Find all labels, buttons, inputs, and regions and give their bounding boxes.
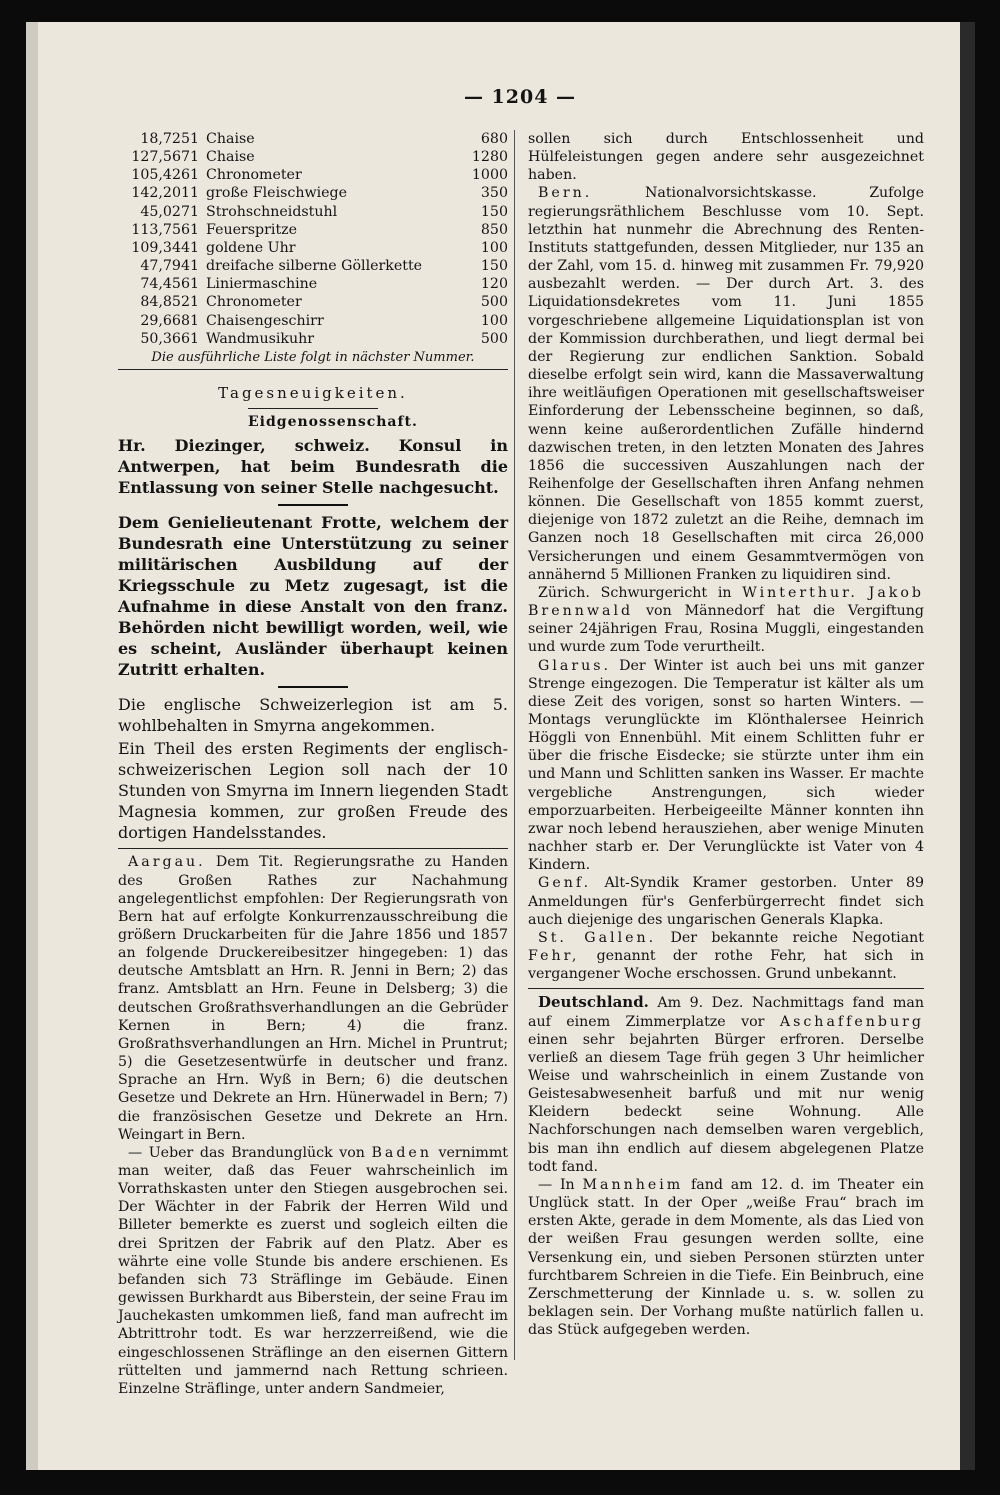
lot-number: 84,852 (140, 294, 190, 311)
lot-quantity: 1 (190, 149, 200, 166)
list-note: Die ausführliche Liste folgt in nächster Nummer. (118, 349, 508, 370)
article-genf (528, 874, 924, 928)
lot-row (118, 130, 508, 148)
article-glarus (528, 657, 924, 875)
lot-number: 45,027 (140, 203, 190, 220)
article-deutschland-text: einen sehr bejahrten Bürger erfroren. Derselbe verließ an diesem Tage früh gegen 3 Uhr heimlicher Weise und wahrscheinlich in einem Zustande von Geistesabwesenheit barfuß und mit nur wenig Kleidern bedeckt seine Wohnung. Alle Nachforschungen nach demselben waren vergeblich, bis man ihn endlich auf diesem abgelegenen Platze todt fand. (528, 1031, 924, 1175)
lot-quantity: 1 (190, 276, 200, 293)
page-binding (26, 22, 38, 1470)
article-stgallen-a: Der bekannte reiche Negotiant (670, 929, 925, 946)
place-genf: Genf. (538, 875, 592, 892)
lot-row (118, 257, 508, 275)
lot-quantity: 1 (190, 167, 200, 184)
article-aargau-text: Dem Tit. Regierungsrathe zu Handen des Großen Rathes zur Nachahmung angelegentlichst empfohlen: Der Regierungsrath von Bern hat auf erfolgte Konkurrenzausschreibung die größern Druckarbeiten für die Jahre 1856 und 1857 an folgende Druckereibesitzer hingegeben: 1) das deutsche Amtsblatt an Hrn. R. Jenni in Bern; 2) das franz. Amtsblatt an Hrn. Feune in Delsberg; 3) die deutschen Großrathsverhandlungen an die Gebrüder Kernen in Bern; 4) die franz. Großrathsverhandlungen an Hrn. Michel in Pruntrut; 5) die Gesetzesentwürfe in deutscher und franz. Sprache an Hrn. Wyß in Bern; 6) die deutschen Gesetze und Dekrete an Hrn. Hünerwadel in Bern; 7) die französischen Gesetze und Dekrete an Hrn. Weingart in Bern. (118, 854, 508, 1143)
lot-quantity: 1 (190, 185, 200, 202)
lot-quantity: 1 (190, 312, 200, 329)
article-legion-arrival: Die englische Schweizerlegion ist am 5. wohlbehalten in Smyrna angekommen. (118, 695, 508, 736)
lot-item: dreifache silberne Göllerkette (206, 258, 423, 275)
section-deutschland: Deutschland. (538, 993, 649, 1012)
lot-quantity: 1 (190, 203, 200, 220)
lot-quantity: 1 (190, 239, 200, 256)
lot-quantity: 1 (190, 221, 200, 238)
lot-price: 680 (480, 131, 508, 147)
article-zuerich (528, 584, 924, 657)
article-genf-text: Alt-Syndik Kramer gestorben. Unter 89 Anmeldungen für's Genferbürgerrecht findet sich auch diejenige des ungarischen Generals Klapka. (528, 875, 924, 928)
page-edge-shadow (960, 22, 975, 1470)
article-glarus-text: Der Winter ist auch bei uns mit ganzer Strenge eingezogen. Die Temperatur ist kälter als um diese Zeit des vorigen, sonst so harten Winters. — Montags verunglückte im Klönthalersee Heinrich Höggli von Ennenbühl. Mit einem Schlitten fuhr er über die frische Eisdecke; sie stürzte unter ihm ein und Mann und Schlitten sanken ins Wasser. Er machte vergebliche Anstrengungen, sich wieder emporzuarbeiten. Herbeigeeilte Männer konnten ihn zwar noch lebend herausziehen, aber wenige Minuten nachher starb er. Der Verunglückte ist Vater von 4 Kindern. (528, 657, 924, 874)
lot-row (118, 239, 508, 257)
place-zuerich: Zürich. (538, 584, 590, 601)
place-mannheim: Mannheim (582, 1176, 684, 1193)
person-brennwald: Jakob Brennwald (528, 584, 925, 620)
place-baden: Baden (371, 1144, 432, 1161)
lot-number: 109,344 (131, 239, 190, 256)
lot-row (118, 275, 508, 293)
article-aargau (118, 853, 508, 1144)
article-baden-lead: — Ueber das Brandunglück von (128, 1144, 365, 1161)
article-baden (118, 1144, 508, 1398)
place-winterthur: Winterthur. (742, 584, 858, 601)
lot-number: 29,668 (140, 312, 190, 329)
lot-price: 150 (480, 258, 508, 275)
lot-item: Strohschneidstuhl (206, 203, 338, 220)
lot-price: 1000 (471, 167, 508, 184)
article-stgallen-text: genannt der rothe Fehr, hat sich in vergangener Woche erschossen. Grund unbekannt. (528, 948, 924, 983)
lot-number: 142,201 (131, 185, 190, 202)
place-stgallen: St. Gallen. (538, 929, 657, 946)
article-bern (528, 184, 924, 583)
lot-number: 74,456 (140, 276, 190, 293)
place-aschaffenburg: Aschaffenburg (779, 1013, 925, 1030)
subsection-title: Eidgenossenschaft. (248, 408, 378, 431)
lot-row (118, 312, 508, 330)
section-divider (118, 848, 508, 849)
lot-item: Wandmusikuhr (206, 330, 315, 347)
lot-price: 150 (480, 203, 508, 220)
article-divider (278, 504, 348, 506)
right-column (528, 130, 924, 1339)
place-bern: Bern. (538, 185, 593, 202)
lot-price: 500 (480, 330, 508, 347)
lot-price: 1280 (471, 149, 508, 166)
article-baden-text: vernimmt man weiter, daß das Feuer wahrscheinlich im Vorrathskasten unter den Stiegen ausgebrochen sei. Der Wächter in der Fabrik der Herren Wild und Billeter bemerkte es zuerst und sogleich eilten die drei Spritzen der Fabrik auf den Platz. Aber es währte eine volle Stunde bis andere erschienen. Es befanden sich 73 Sträflinge im Gebäude. Einen gewissen Burkhardt aus Biberstein, der seine Frau im Jauchekasten umkommen ließ, fand man aufrecht im Abtrittrohr todt. Es war herzzerreißend, wie die eingeschlossenen Sträflinge an den eisernen Gittern rüttelten und jammernd nach Rettung schrieen. Einzelne Sträflinge, unter andern Sandmeier, (118, 1144, 508, 1397)
left-column (118, 130, 508, 1398)
article-mannheim-lead: — In (538, 1176, 575, 1193)
article-zuerich-a: Schwurgericht in (600, 584, 732, 601)
lot-item: Chronometer (206, 167, 302, 184)
article-legion-magnesia: Ein Theil des ersten Regiments der englisch-schweizerischen Legion soll nach der 10 Stunden von Smyrna im Innern liegenden Stadt Magnesia kommen, zur großen Freude des dortigen Handelsstandes. (118, 739, 508, 843)
section-title: Tagesneuigkeiten. (218, 384, 408, 403)
lot-quantity: 1 (190, 258, 200, 275)
lot-row (118, 330, 508, 348)
article-mannheim-text: fand am 12. d. im Theater ein Unglück statt. In der Oper „weiße Frau“ brach im ersten Akte, gerade in dem Momente, als das Lied von der weißen Frau gesungen werden sollte, eine Versenkung ein, und sieben Personen stürzten unter furchtbarem Schreien in die Tiefe. Ein Beinbruch, eine Zerschmetterung der Kinnlade u. s. w. sollen zu beklagen sein. Der Vorhang mußte natürlich fallen u. das Stück aufgegeben werden. (528, 1176, 924, 1339)
lot-price: 100 (480, 312, 508, 329)
person-fehr: Fehr, (528, 948, 580, 965)
article-continuation: sollen sich durch Entschlossenheit und Hülfeleistungen gegen andere sehr ausgezeichnet haben. (528, 131, 924, 184)
lot-item: Feuerspritze (206, 221, 298, 238)
lot-item: Chaise (206, 131, 255, 147)
lot-item: große Fleischwiege (206, 185, 348, 202)
lot-number: 47,794 (140, 258, 190, 275)
lot-number: 50,366 (140, 330, 190, 347)
lot-item: Chaisengeschirr (206, 312, 324, 329)
lot-price: 500 (480, 294, 508, 311)
lot-row (118, 221, 508, 239)
article-diezinger: Hr. Diezinger, schweiz. Konsul in Antwerpen, hat beim Bundesrath die Entlassung von seiner Stelle nachgesucht. (118, 436, 508, 498)
lot-row (118, 184, 508, 202)
lot-row (118, 148, 508, 166)
lot-number: 113,756 (131, 221, 190, 238)
section-divider (528, 988, 924, 989)
place-aargau: Aargau. (128, 854, 206, 871)
lot-quantity: 1 (190, 294, 200, 311)
lot-price: 350 (480, 185, 508, 202)
lot-number: 105,426 (131, 167, 190, 184)
column-divider (514, 130, 515, 1360)
lot-row (118, 293, 508, 311)
article-deutschland-a: Am 9. Dez. Nachmittags fand man auf einem Zimmerplatze vor (528, 995, 924, 1030)
article-zuerich-text: von Männedorf hat die Vergiftung seiner 24jährigen Frau, Rosina Muggli, eingestanden und wurde zum Tode verurtheilt. (528, 603, 924, 656)
lottery-list (118, 130, 508, 348)
article-bern-text: Nationalvorsichtskasse. Zufolge regierungsräthlichem Beschlusse vom 10. Sept. letzthin hat nunmehr die Abrechnung des Renten-Instituts stattgefunden, dessen Mitglieder, nur 135 an der Zahl, vom 15. d. hinweg mit zusammen Fr. 79,920 ausbezahlt werden. — Der durch Art. 3. des Liquidationsdekretes vom 11. Juni 1855 vorgeschriebene allgemeine Liquidationsplan ist von der Kommission durchberathen, und liegt dermal bei der Regierung zur endlichen Sanktion. Sobald dieselbe erfolgt sein wird, kann die Massaverwaltung ihre weitläufigen Operationen mit gesellschaftsweiser Einforderung der Lebensscheine beginnen, so daß, wenn keine außerordentlichen Zufälle hindernd dazwischen treten, in den letzten Monaten des Jahres 1856 die successiven Auszahlungen nach der Reihenfolge der Gesellschaften ihren Anfang nehmen können. Die Gesellschaft von 1855 kommt zuerst, diejenige von 1872 zuletzt an die Reihe, demnach im Ganzen noch 18 Gesellschaften mit circa 26,000 Versicherungen und einem Gesammtvermögen von annähernd 5 Millionen Franken zu liquidiren sind. (528, 185, 924, 583)
lot-price: 100 (480, 239, 508, 256)
article-deutschland (528, 993, 924, 1176)
lot-quantity: 1 (190, 330, 200, 347)
article-stgallen (528, 929, 924, 983)
lot-number: 18,725 (140, 131, 190, 147)
lot-row (118, 203, 508, 221)
lot-item: Chaise (206, 149, 255, 166)
lot-row (118, 166, 508, 184)
lot-price: 120 (480, 276, 508, 293)
article-divider (278, 686, 348, 688)
lot-price: 850 (480, 221, 508, 238)
article-mannheim (528, 1176, 924, 1339)
lot-item: Chronometer (206, 294, 302, 311)
page-number: — 1204 — (463, 86, 577, 108)
lot-item: Liniermaschine (206, 276, 318, 293)
lot-item: goldene Uhr (206, 239, 296, 256)
article-frotte: Dem Genielieutenant Frotte, welchem der Bundesrath eine Unterstützung zu seiner militärischen Ausbildung auf der Kriegsschule zu Metz zugesagt, ist die Aufnahme in diese Anstalt von den franz. Behörden nicht bewilligt worden, weil, wie es scheint, Ausländer überhaupt keinen Zutritt erhalten. (118, 513, 508, 680)
lot-quantity: 1 (190, 131, 200, 147)
place-glarus: Glarus. (538, 657, 612, 674)
lot-number: 127,567 (131, 149, 190, 166)
